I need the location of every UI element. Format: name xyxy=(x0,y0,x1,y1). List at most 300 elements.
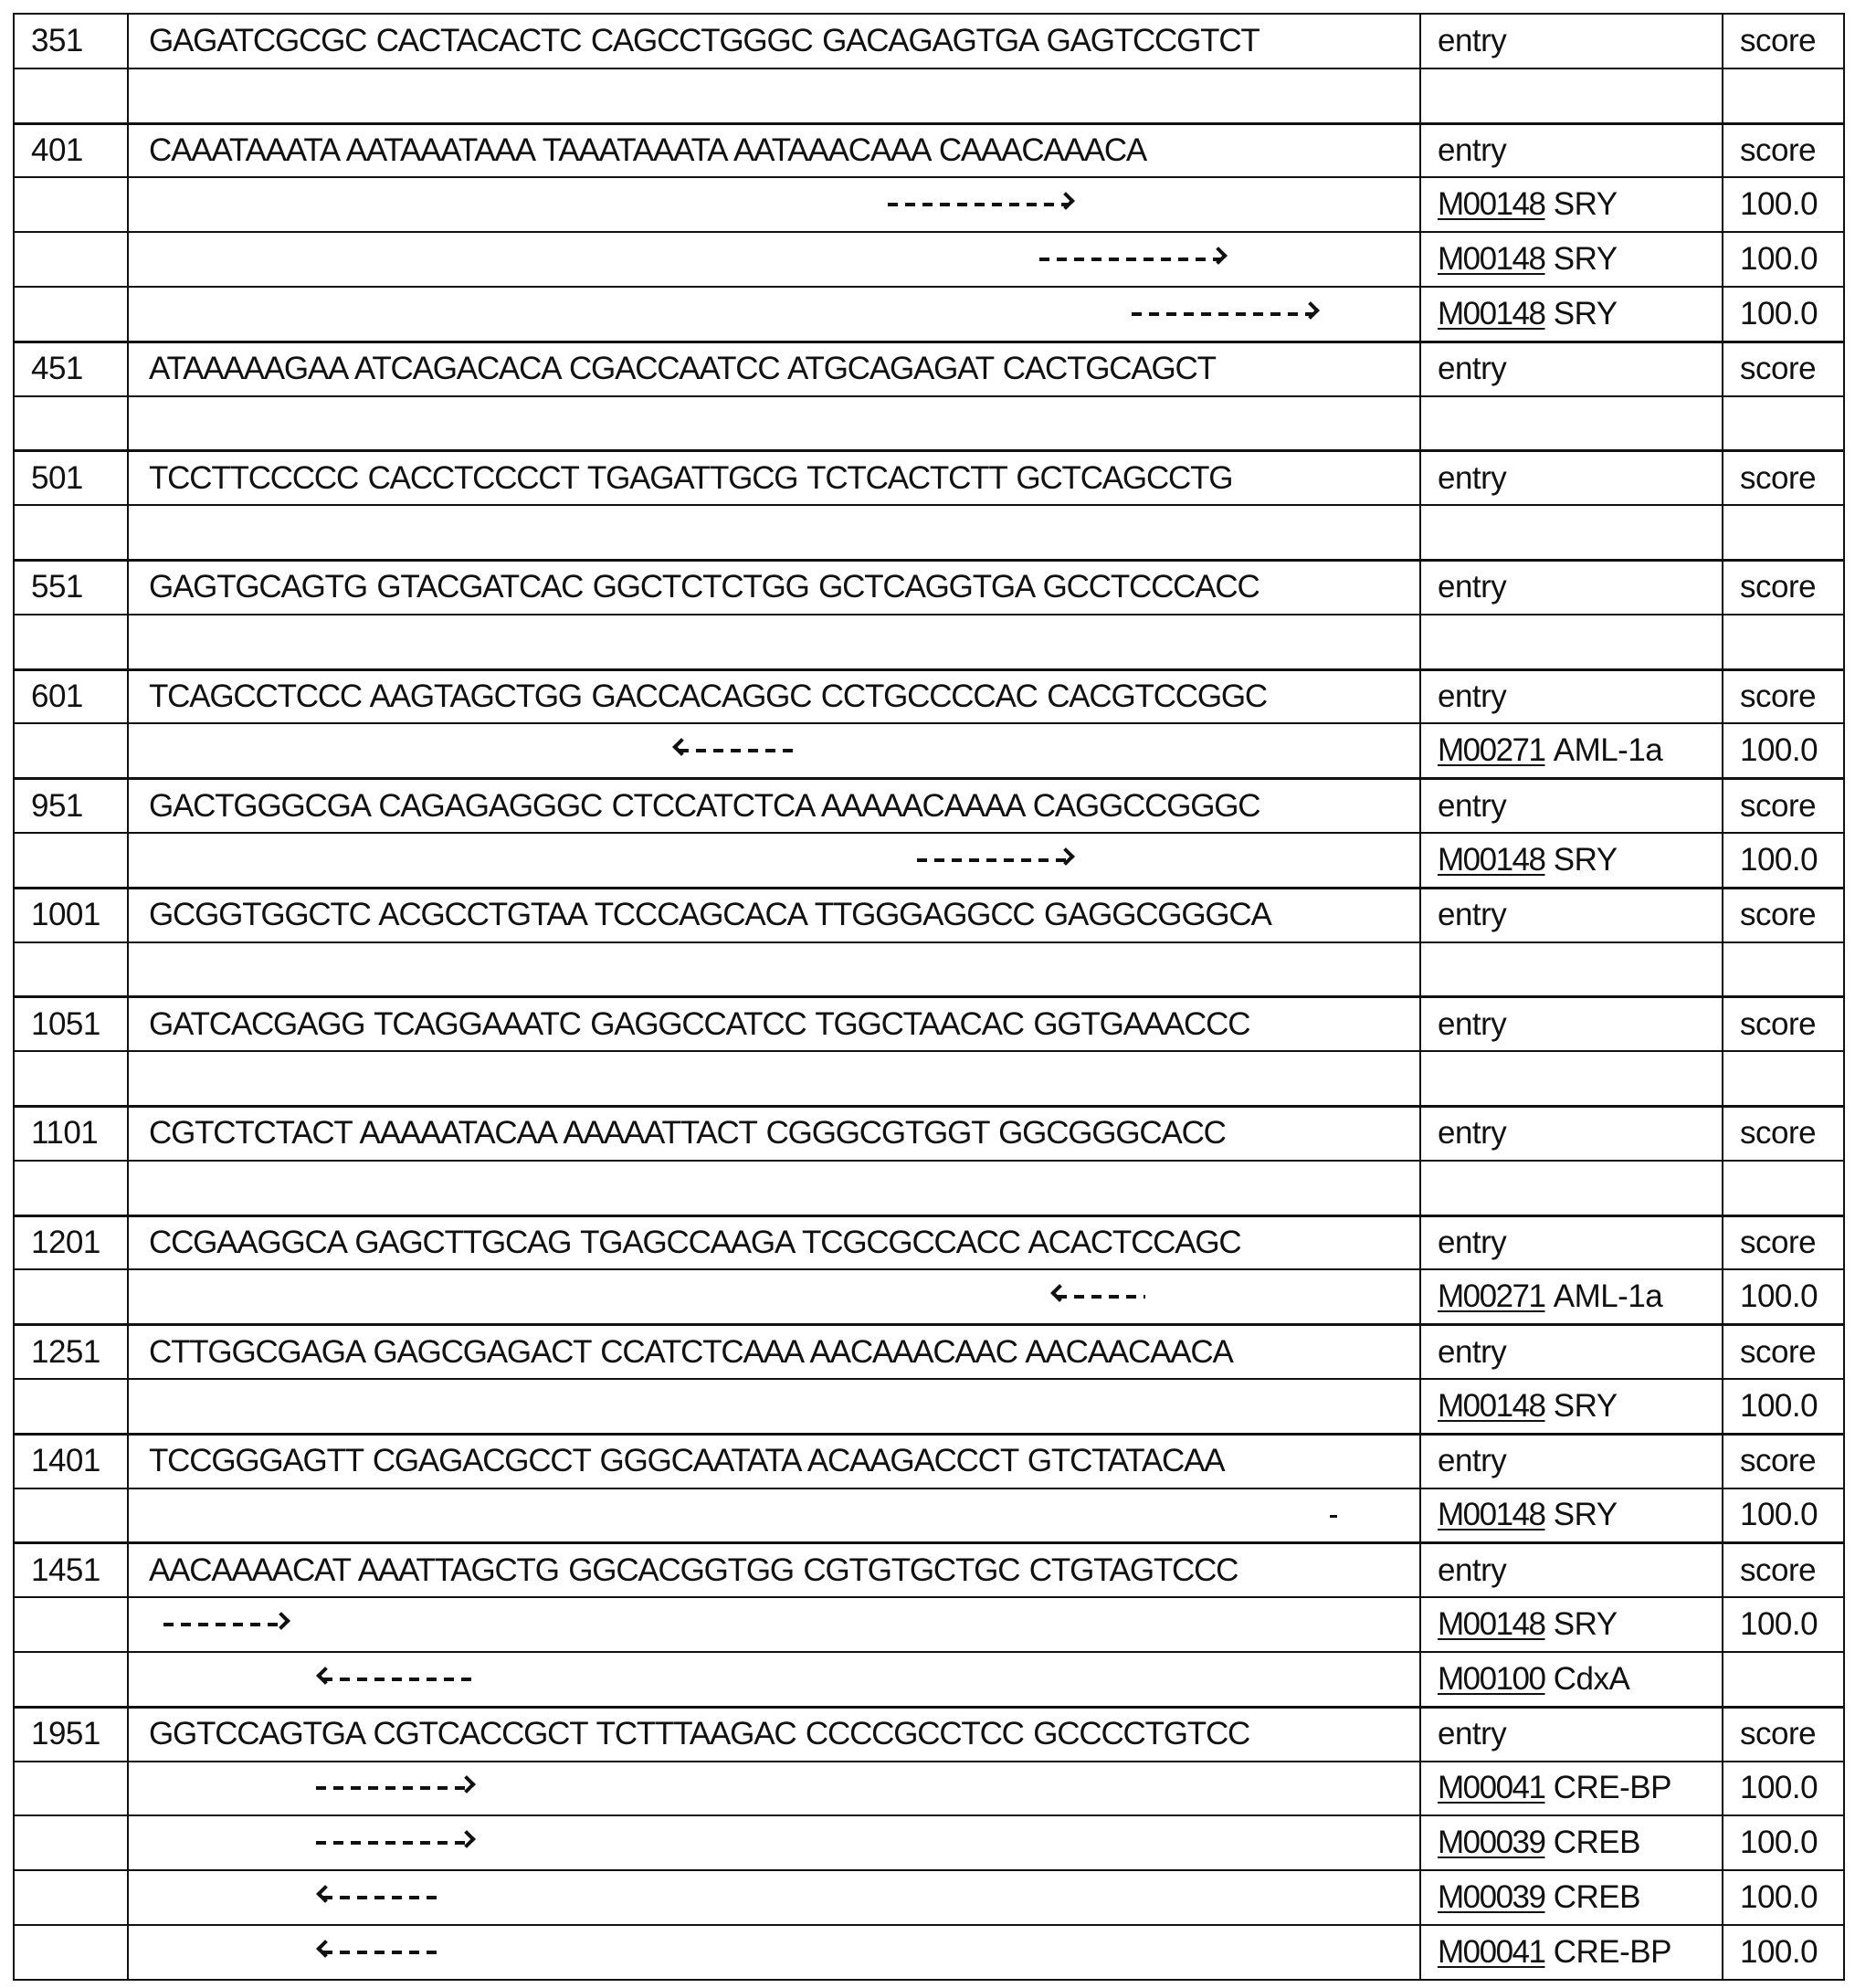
entry-header: entry xyxy=(1438,1005,1507,1042)
entry-cell xyxy=(1421,1326,1723,1378)
position-number: 1951 xyxy=(31,1716,100,1752)
score-value: 100.0 xyxy=(1740,1825,1818,1861)
sequence-cell xyxy=(129,233,1421,286)
entry-cell xyxy=(1421,178,1723,231)
entry-cell xyxy=(1421,1598,1723,1651)
sequence-text: GATCACGAGG TCAGGAAATC GAGGCCATCC TGGCTAACAC GGTGAAACCC xyxy=(149,1005,1250,1042)
score-value: 100.0 xyxy=(1740,186,1818,223)
position-number: 1201 xyxy=(31,1224,100,1260)
score-cell xyxy=(1723,1926,1843,1979)
sequence-cell xyxy=(129,397,1421,450)
score-cell xyxy=(1723,397,1843,450)
position-cell xyxy=(15,343,129,395)
position-cell xyxy=(15,452,129,504)
sequence-cell xyxy=(129,178,1421,231)
score-header: score xyxy=(1740,22,1817,58)
position-cell xyxy=(15,1270,129,1323)
entry-header: entry xyxy=(1438,1115,1507,1152)
blank-row xyxy=(15,615,1843,670)
entry-cell xyxy=(1421,562,1723,614)
sequence-row xyxy=(15,1107,1843,1162)
entry-cell xyxy=(1421,889,1723,941)
sequence-cell xyxy=(129,1270,1421,1323)
score-header: score xyxy=(1740,569,1817,605)
sequence-row xyxy=(15,15,1843,69)
sequence-cell xyxy=(129,615,1421,668)
position-cell xyxy=(15,1598,129,1651)
arrow-left-icon xyxy=(322,1678,472,1681)
arrow-left-icon xyxy=(1057,1295,1145,1299)
score-cell xyxy=(1723,1326,1843,1378)
position-cell xyxy=(15,15,129,68)
accession-link[interactable]: M00148 xyxy=(1438,186,1545,223)
binding-site-table xyxy=(13,13,1845,1981)
position-number: 401 xyxy=(31,131,83,168)
score-cell xyxy=(1723,343,1843,395)
sequence-cell xyxy=(129,452,1421,504)
sequence-cell xyxy=(129,943,1421,996)
position-cell xyxy=(15,125,129,177)
position-cell xyxy=(15,1653,129,1706)
score-cell xyxy=(1723,15,1843,68)
entry-cell xyxy=(1421,288,1723,341)
sequence-row xyxy=(15,1543,1843,1598)
score-cell xyxy=(1723,1709,1843,1761)
sequence-row xyxy=(15,1435,1843,1489)
sequence-cell xyxy=(129,1436,1421,1488)
position-cell xyxy=(15,615,129,668)
factor-name: CREB xyxy=(1553,1825,1640,1861)
factor-name: SRY xyxy=(1553,295,1618,331)
position-cell xyxy=(15,724,129,777)
accession-link[interactable]: M00148 xyxy=(1438,841,1545,878)
entry-cell xyxy=(1421,15,1723,68)
entry-cell xyxy=(1421,1762,1723,1815)
sequence-text: CAAATAAATA AATAAATAAA TAAATAAATA AATAAACAAA CAAACAAACA xyxy=(149,131,1147,168)
blank-row xyxy=(15,943,1843,998)
accession-link[interactable]: M00148 xyxy=(1438,1387,1545,1424)
factor-name: SRY xyxy=(1553,1387,1618,1424)
entry-cell xyxy=(1421,69,1723,122)
arrowhead-icon xyxy=(458,1830,476,1848)
accession-link[interactable]: M00271 xyxy=(1438,1278,1545,1315)
entry-cell xyxy=(1421,671,1723,723)
entry-header: entry xyxy=(1438,787,1507,824)
factor-name: CREB xyxy=(1553,1878,1640,1915)
score-cell xyxy=(1723,834,1843,887)
score-cell xyxy=(1723,233,1843,286)
binding-site-row xyxy=(15,178,1843,233)
score-header: score xyxy=(1740,1551,1817,1588)
sequence-cell xyxy=(129,125,1421,177)
position-cell xyxy=(15,1489,129,1542)
position-number: 1251 xyxy=(31,1333,100,1370)
entry-header: entry xyxy=(1438,1443,1507,1479)
score-header: score xyxy=(1740,1716,1817,1752)
score-header: score xyxy=(1740,1443,1817,1479)
factor-name: AML-1a xyxy=(1553,1278,1663,1315)
binding-site-row xyxy=(15,834,1843,889)
sequence-text: AACAAAACAT AAATTAGCTG GGCACGGTGG CGTGTGCTGC CTGTAGTCCC xyxy=(149,1551,1238,1588)
position-number: 351 xyxy=(31,22,83,58)
sequence-row xyxy=(15,997,1843,1052)
position-cell xyxy=(15,69,129,122)
score-header: score xyxy=(1740,1115,1817,1152)
factor-name: SRY xyxy=(1553,1497,1618,1533)
score-cell xyxy=(1723,288,1843,341)
sequence-text: GACTGGGCGA CAGAGAGGGC CTCCATCTCA AAAAACAAAA CAGGCCGGGC xyxy=(149,787,1260,824)
sequence-row xyxy=(15,1708,1843,1762)
factor-name: SRY xyxy=(1553,1606,1618,1642)
binding-site-row xyxy=(15,1762,1843,1817)
binding-site-row xyxy=(15,1926,1843,1981)
entry-cell xyxy=(1421,1270,1723,1323)
sequence-text: GCGGTGGCTC ACGCCTGTAA TCCCAGCACA TTGGGAGGCC GAGGCGGGCA xyxy=(149,897,1271,933)
score-cell xyxy=(1723,1762,1843,1815)
sequence-text: TCCGGGAGTT CGAGACGCCT GGGCAATATA ACAAGACCCT GTCTATACAA xyxy=(149,1443,1225,1479)
score-value: 100.0 xyxy=(1740,1278,1818,1315)
entry-cell xyxy=(1421,1108,1723,1160)
entry-cell xyxy=(1421,1709,1723,1761)
binding-site-row xyxy=(15,1489,1843,1544)
score-value: 100.0 xyxy=(1740,1878,1818,1915)
sequence-cell xyxy=(129,1544,1421,1596)
score-cell xyxy=(1723,452,1843,504)
sequence-text: TCAGCCTCCC AAGTAGCTGG GACCACAGGC CCTGCCCCAC CACGTCCGGC xyxy=(149,678,1267,714)
entry-header: entry xyxy=(1438,1224,1507,1260)
position-cell xyxy=(15,178,129,231)
factor-name: AML-1a xyxy=(1553,732,1663,769)
entry-cell xyxy=(1421,834,1723,887)
entry-cell xyxy=(1421,125,1723,177)
score-cell xyxy=(1723,125,1843,177)
arrowhead-icon xyxy=(1057,847,1075,866)
entry-cell xyxy=(1421,1544,1723,1596)
position-cell xyxy=(15,1217,129,1269)
score-cell xyxy=(1723,1162,1843,1215)
sequence-cell xyxy=(129,1217,1421,1269)
sequence-text: GAGTGCAGTG GTACGATCAC GGCTCTCTGG GCTCAGGTGA GCCTCCCACC xyxy=(149,569,1260,605)
sequence-text: CCGAAGGCA GAGCTTGCAG TGAGCCAAGA TCGCGCCACC ACACTCCAGC xyxy=(149,1224,1241,1260)
binding-site-row xyxy=(15,233,1843,288)
score-value: 100.0 xyxy=(1740,1387,1818,1424)
factor-name: SRY xyxy=(1553,241,1618,278)
score-header: score xyxy=(1740,1005,1817,1042)
arrowhead-icon xyxy=(672,738,690,756)
accession-link[interactable]: M00041 xyxy=(1438,1933,1545,1970)
entry-cell xyxy=(1421,1217,1723,1269)
score-cell xyxy=(1723,1871,1843,1924)
sequence-cell xyxy=(129,1162,1421,1215)
position-cell xyxy=(15,233,129,286)
accession-link[interactable]: M00148 xyxy=(1438,1497,1545,1533)
sequence-cell xyxy=(129,1871,1421,1924)
score-value: 100.0 xyxy=(1740,1933,1818,1970)
position-cell xyxy=(15,889,129,941)
arrow-left-icon xyxy=(322,1896,443,1899)
score-header: score xyxy=(1740,1224,1817,1260)
score-cell xyxy=(1723,1436,1843,1488)
position-cell xyxy=(15,1162,129,1215)
accession-link[interactable]: M00100 xyxy=(1438,1660,1545,1697)
score-value: 100.0 xyxy=(1740,732,1818,769)
position-number: 601 xyxy=(31,678,83,714)
sequence-text: GAGATCGCGC CACTACACTC CAGCCTGGGC GACAGAGTGA GAGTCCGTCT xyxy=(149,22,1260,58)
factor-name: CRE-BP xyxy=(1553,1770,1671,1806)
sequence-cell xyxy=(129,671,1421,723)
arrow-left-icon xyxy=(679,749,800,752)
accession-link[interactable]: M00148 xyxy=(1438,295,1545,331)
entry-cell xyxy=(1421,1436,1723,1488)
entry-header: entry xyxy=(1438,1551,1507,1588)
score-value: 100.0 xyxy=(1740,841,1818,878)
sequence-cell xyxy=(129,834,1421,887)
entry-cell xyxy=(1421,615,1723,668)
score-cell xyxy=(1723,1653,1843,1706)
score-cell xyxy=(1723,780,1843,832)
sequence-text: CGTCTCTACT AAAAATACAA AAAAATTACT CGGGCGTGGT GGCGGGCACC xyxy=(149,1115,1226,1152)
binding-site-row xyxy=(15,288,1843,342)
position-number: 1451 xyxy=(31,1551,100,1588)
sequence-row xyxy=(15,561,1843,615)
arrowhead-icon xyxy=(458,1775,476,1793)
accession-link[interactable]: M00148 xyxy=(1438,1606,1545,1642)
entry-cell xyxy=(1421,1653,1723,1706)
position-cell xyxy=(15,1052,129,1105)
entry-cell xyxy=(1421,998,1723,1050)
entry-cell xyxy=(1421,1816,1723,1869)
sequence-row xyxy=(15,670,1843,725)
position-cell xyxy=(15,1544,129,1596)
entry-header: entry xyxy=(1438,22,1507,58)
sequence-cell xyxy=(129,889,1421,941)
sequence-cell xyxy=(129,998,1421,1050)
score-header: score xyxy=(1740,351,1817,387)
arrow-right-icon xyxy=(316,1841,469,1845)
arrowhead-icon xyxy=(272,1612,290,1630)
sequence-row xyxy=(15,1216,1843,1271)
score-cell xyxy=(1723,1217,1843,1269)
position-cell xyxy=(15,1762,129,1815)
entry-cell xyxy=(1421,943,1723,996)
score-cell xyxy=(1723,889,1843,941)
binding-site-row xyxy=(15,1871,1843,1926)
factor-name: SRY xyxy=(1553,186,1618,223)
entry-cell xyxy=(1421,452,1723,504)
score-cell xyxy=(1723,178,1843,231)
position-cell xyxy=(15,1816,129,1869)
position-number: 1401 xyxy=(31,1443,100,1479)
sequence-text: TCCTTCCCCC CACCTCCCCT TGAGATTGCG TCTCACTCTT GCTCAGCCTG xyxy=(149,459,1233,496)
position-cell xyxy=(15,1709,129,1761)
position-cell xyxy=(15,562,129,614)
position-cell xyxy=(15,1108,129,1160)
arrow-right-icon xyxy=(1039,258,1221,261)
entry-cell xyxy=(1421,780,1723,832)
position-number: 551 xyxy=(31,569,83,605)
score-cell xyxy=(1723,506,1843,559)
accession-link[interactable]: M00041 xyxy=(1438,1770,1545,1806)
entry-cell xyxy=(1421,343,1723,395)
position-number: 951 xyxy=(31,787,83,824)
score-cell xyxy=(1723,615,1843,668)
accession-link[interactable]: M00039 xyxy=(1438,1878,1545,1915)
blank-row xyxy=(15,1162,1843,1216)
entry-cell xyxy=(1421,1052,1723,1105)
binding-site-row xyxy=(15,1598,1843,1653)
entry-cell xyxy=(1421,1926,1723,1979)
sequence-cell xyxy=(129,724,1421,777)
arrow-right-icon xyxy=(316,1786,469,1790)
score-value: 100.0 xyxy=(1740,1770,1818,1806)
entry-header: entry xyxy=(1438,1333,1507,1370)
binding-site-row xyxy=(15,724,1843,779)
score-cell xyxy=(1723,998,1843,1050)
position-number: 1101 xyxy=(31,1115,99,1152)
score-header: score xyxy=(1740,1333,1817,1370)
accession-link[interactable]: M00271 xyxy=(1438,732,1545,769)
blank-row xyxy=(15,1052,1843,1107)
sequence-cell xyxy=(129,562,1421,614)
arrowhead-icon xyxy=(316,1885,334,1903)
sequence-cell xyxy=(129,1489,1421,1542)
position-cell xyxy=(15,506,129,559)
arrow-left-icon xyxy=(322,1951,443,1954)
sequence-cell xyxy=(129,343,1421,395)
factor-name: CRE-BP xyxy=(1553,1933,1671,1970)
binding-site-row xyxy=(15,1380,1843,1435)
score-cell xyxy=(1723,1489,1843,1542)
entry-header: entry xyxy=(1438,678,1507,714)
sequence-cell xyxy=(129,1598,1421,1651)
position-number: 501 xyxy=(31,459,83,496)
position-cell xyxy=(15,1926,129,1979)
sequence-cell xyxy=(129,69,1421,122)
factor-name: SRY xyxy=(1553,841,1618,878)
score-value: 100.0 xyxy=(1740,295,1818,331)
arrow-right-icon xyxy=(1132,312,1313,316)
blank-row xyxy=(15,397,1843,452)
sequence-cell xyxy=(129,1816,1421,1869)
score-header: score xyxy=(1740,678,1817,714)
arrow-right-icon xyxy=(917,858,1069,862)
score-cell xyxy=(1723,724,1843,777)
score-value: 100.0 xyxy=(1740,1497,1818,1533)
arrowhead-icon xyxy=(1057,192,1075,210)
position-cell xyxy=(15,780,129,832)
sequence-cell xyxy=(129,1926,1421,1979)
entry-cell xyxy=(1421,506,1723,559)
position-cell xyxy=(15,1871,129,1924)
sequence-cell xyxy=(129,1653,1421,1706)
position-number: 1001 xyxy=(31,897,100,933)
score-value: 100.0 xyxy=(1740,241,1818,278)
blank-row xyxy=(15,69,1843,124)
position-cell xyxy=(15,1380,129,1433)
entry-header: entry xyxy=(1438,897,1507,933)
sequence-cell xyxy=(129,506,1421,559)
sequence-text: GGTCCAGTGA CGTCACCGCT TCTTTAAGAC CCCCGCCTCC GCCCCTGTCC xyxy=(149,1716,1250,1752)
sequence-row xyxy=(15,779,1843,834)
position-cell xyxy=(15,998,129,1050)
entry-cell xyxy=(1421,724,1723,777)
score-cell xyxy=(1723,943,1843,996)
binding-site-row xyxy=(15,1653,1843,1708)
score-cell xyxy=(1723,1052,1843,1105)
sequence-cell xyxy=(129,1108,1421,1160)
sequence-cell xyxy=(129,1326,1421,1378)
score-cell xyxy=(1723,1380,1843,1433)
score-header: score xyxy=(1740,131,1817,168)
sequence-text: ATAAAAAGAA ATCAGACACA CGACCAATCC ATGCAGAGAT CACTGCAGCT xyxy=(149,351,1216,387)
sequence-row xyxy=(15,1325,1843,1380)
score-cell xyxy=(1723,1544,1843,1596)
sequence-cell xyxy=(129,1709,1421,1761)
score-cell xyxy=(1723,1270,1843,1323)
entry-header: entry xyxy=(1438,131,1507,168)
score-cell xyxy=(1723,69,1843,122)
blank-row xyxy=(15,506,1843,561)
score-cell xyxy=(1723,1816,1843,1869)
arrowhead-icon xyxy=(1209,247,1228,265)
score-cell xyxy=(1723,1598,1843,1651)
sequence-row xyxy=(15,451,1843,506)
sequence-cell xyxy=(129,1052,1421,1105)
position-number: 451 xyxy=(31,351,83,387)
entry-cell xyxy=(1421,1380,1723,1433)
score-cell xyxy=(1723,1108,1843,1160)
entry-header: entry xyxy=(1438,459,1507,496)
sequence-cell xyxy=(129,1762,1421,1815)
arrowhead-icon xyxy=(316,1667,334,1685)
sequence-row xyxy=(15,889,1843,943)
position-cell xyxy=(15,1436,129,1488)
sequence-cell xyxy=(129,1380,1421,1433)
entry-header: entry xyxy=(1438,569,1507,605)
sequence-cell xyxy=(129,288,1421,341)
accession-link[interactable]: M00148 xyxy=(1438,241,1545,278)
entry-cell xyxy=(1421,1489,1723,1542)
sequence-text: CTTGGCGAGA GAGCGAGACT CCATCTCAAA AACAAACAAC AACAACAACA xyxy=(149,1333,1233,1370)
sequence-row xyxy=(15,342,1843,397)
score-header: score xyxy=(1740,897,1817,933)
accession-link[interactable]: M00039 xyxy=(1438,1825,1545,1861)
score-value: 100.0 xyxy=(1740,1606,1818,1642)
entry-header: entry xyxy=(1438,1716,1507,1752)
score-header: score xyxy=(1740,787,1817,824)
position-number: 1051 xyxy=(31,1005,100,1042)
entry-cell xyxy=(1421,233,1723,286)
position-cell xyxy=(15,834,129,887)
arrowhead-icon xyxy=(1050,1284,1069,1302)
entry-cell xyxy=(1421,397,1723,450)
binding-site-row xyxy=(15,1270,1843,1325)
sequence-cell xyxy=(129,15,1421,68)
entry-header: entry xyxy=(1438,351,1507,387)
position-cell xyxy=(15,943,129,996)
arrow-right-icon xyxy=(888,203,1069,206)
position-cell xyxy=(15,1326,129,1378)
entry-cell xyxy=(1421,1871,1723,1924)
entry-cell xyxy=(1421,1162,1723,1215)
binding-site-row xyxy=(15,1816,1843,1871)
arrowhead-icon xyxy=(1302,301,1320,320)
position-cell xyxy=(15,288,129,341)
arrowhead-icon xyxy=(316,1940,334,1958)
sequence-row xyxy=(15,124,1843,179)
factor-name: CdxA xyxy=(1553,1660,1630,1697)
position-cell xyxy=(15,397,129,450)
